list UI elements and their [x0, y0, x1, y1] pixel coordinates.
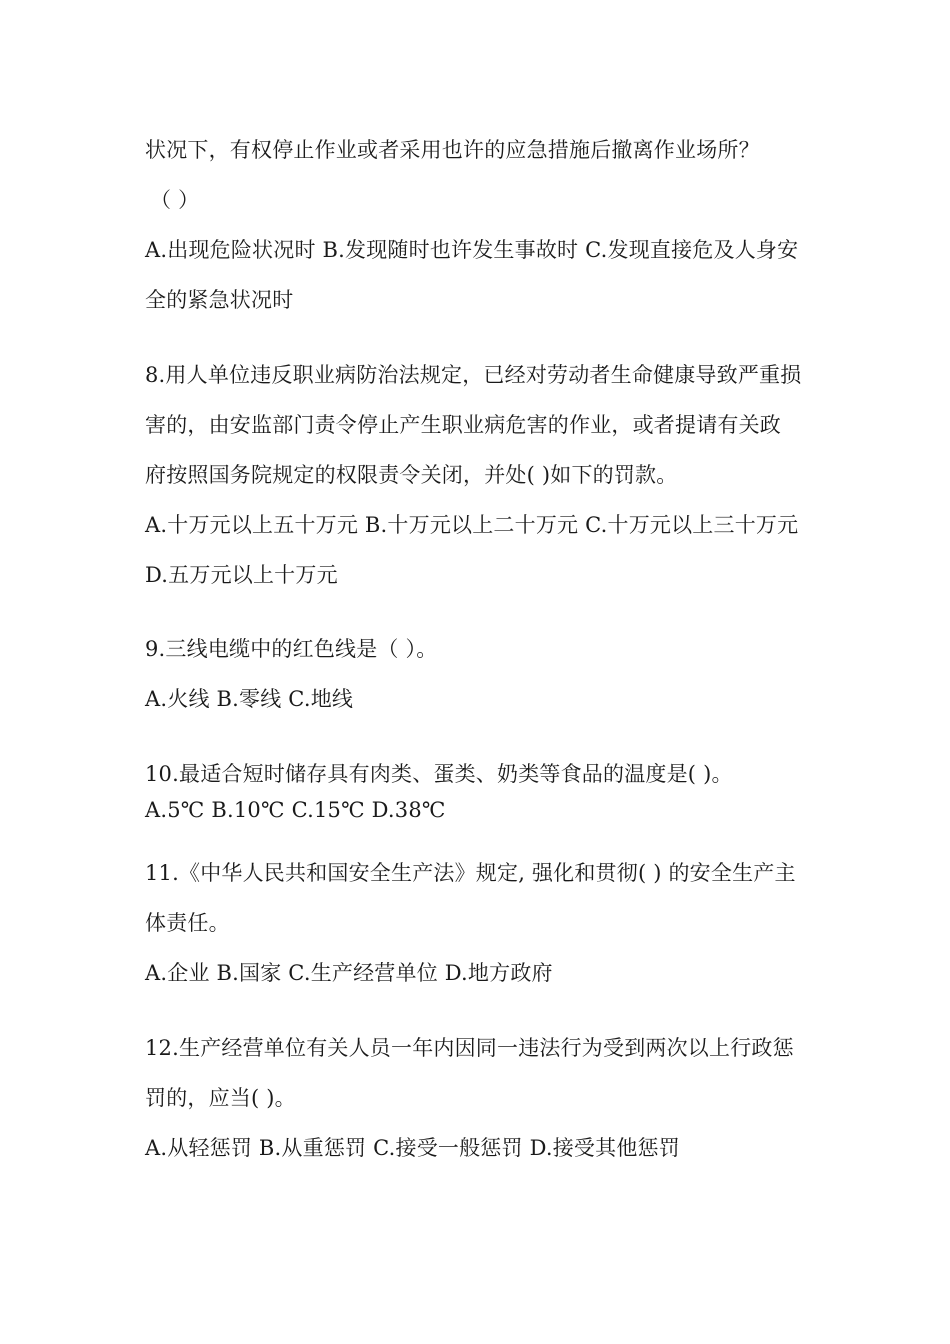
q8-question-line-1: 8.用人单位违反职业病防治法规定，已经对劳动者生命健康导致严重损	[145, 363, 802, 387]
q8-question-line-2: 害的，由安监部门责令停止产生职业病危害的作业，或者提请有关政	[145, 413, 781, 437]
q9-options-line-1: A.火线 B.零线 C.地线	[145, 687, 354, 711]
q7-options-line-1: A.出现危险状况时 B.发现随时也许发生事故时 C.发现直接危及人身安	[145, 238, 799, 262]
q12-options-line-1: A.从轻惩罚 B.从重惩罚 C.接受一般惩罚 D.接受其他惩罚	[145, 1136, 680, 1160]
q12-question-line-2: 罚的，应当( )。	[145, 1086, 296, 1110]
q8-options-line-1: A.十万元以上五十万元 B.十万元以上二十万元 C.十万元以上三十万元	[145, 513, 799, 537]
q8-question-line-3: 府按照国务院规定的权限责令关闭，并处( )如下的罚款。	[145, 463, 678, 487]
q11-options-line-1: A.企业 B.国家 C.生产经营单位 D.地方政府	[145, 961, 553, 985]
q8-options-line-2: D.五万元以上十万元	[145, 563, 338, 587]
q7-options-line-2: 全的紧急状况时	[145, 288, 294, 312]
q10-options-line-1: A.5℃ B.10℃ C.15℃ D.38℃	[145, 798, 446, 822]
q9-question-line-1: 9.三线电缆中的红色线是（ ）。	[145, 637, 438, 661]
q11-question-line-2: 体责任。	[145, 911, 230, 935]
q12-question-line-1: 12.生产经营单位有关人员一年内因同一违法行为受到两次以上行政惩	[145, 1036, 794, 1060]
q10-question-line-1: 10.最适合短时储存具有肉类、蛋类、奶类等食品的温度是( )。	[145, 762, 733, 786]
q7-question-line-2: （ ）	[150, 188, 200, 212]
q11-question-line-1: 11.《中华人民共和国安全生产法》规定, 强化和贯彻( ) 的安全生产主	[145, 861, 796, 885]
q7-question-line-1: 状况下，有权停止作业或者采用也许的应急措施后撤离作业场所？	[145, 138, 760, 162]
